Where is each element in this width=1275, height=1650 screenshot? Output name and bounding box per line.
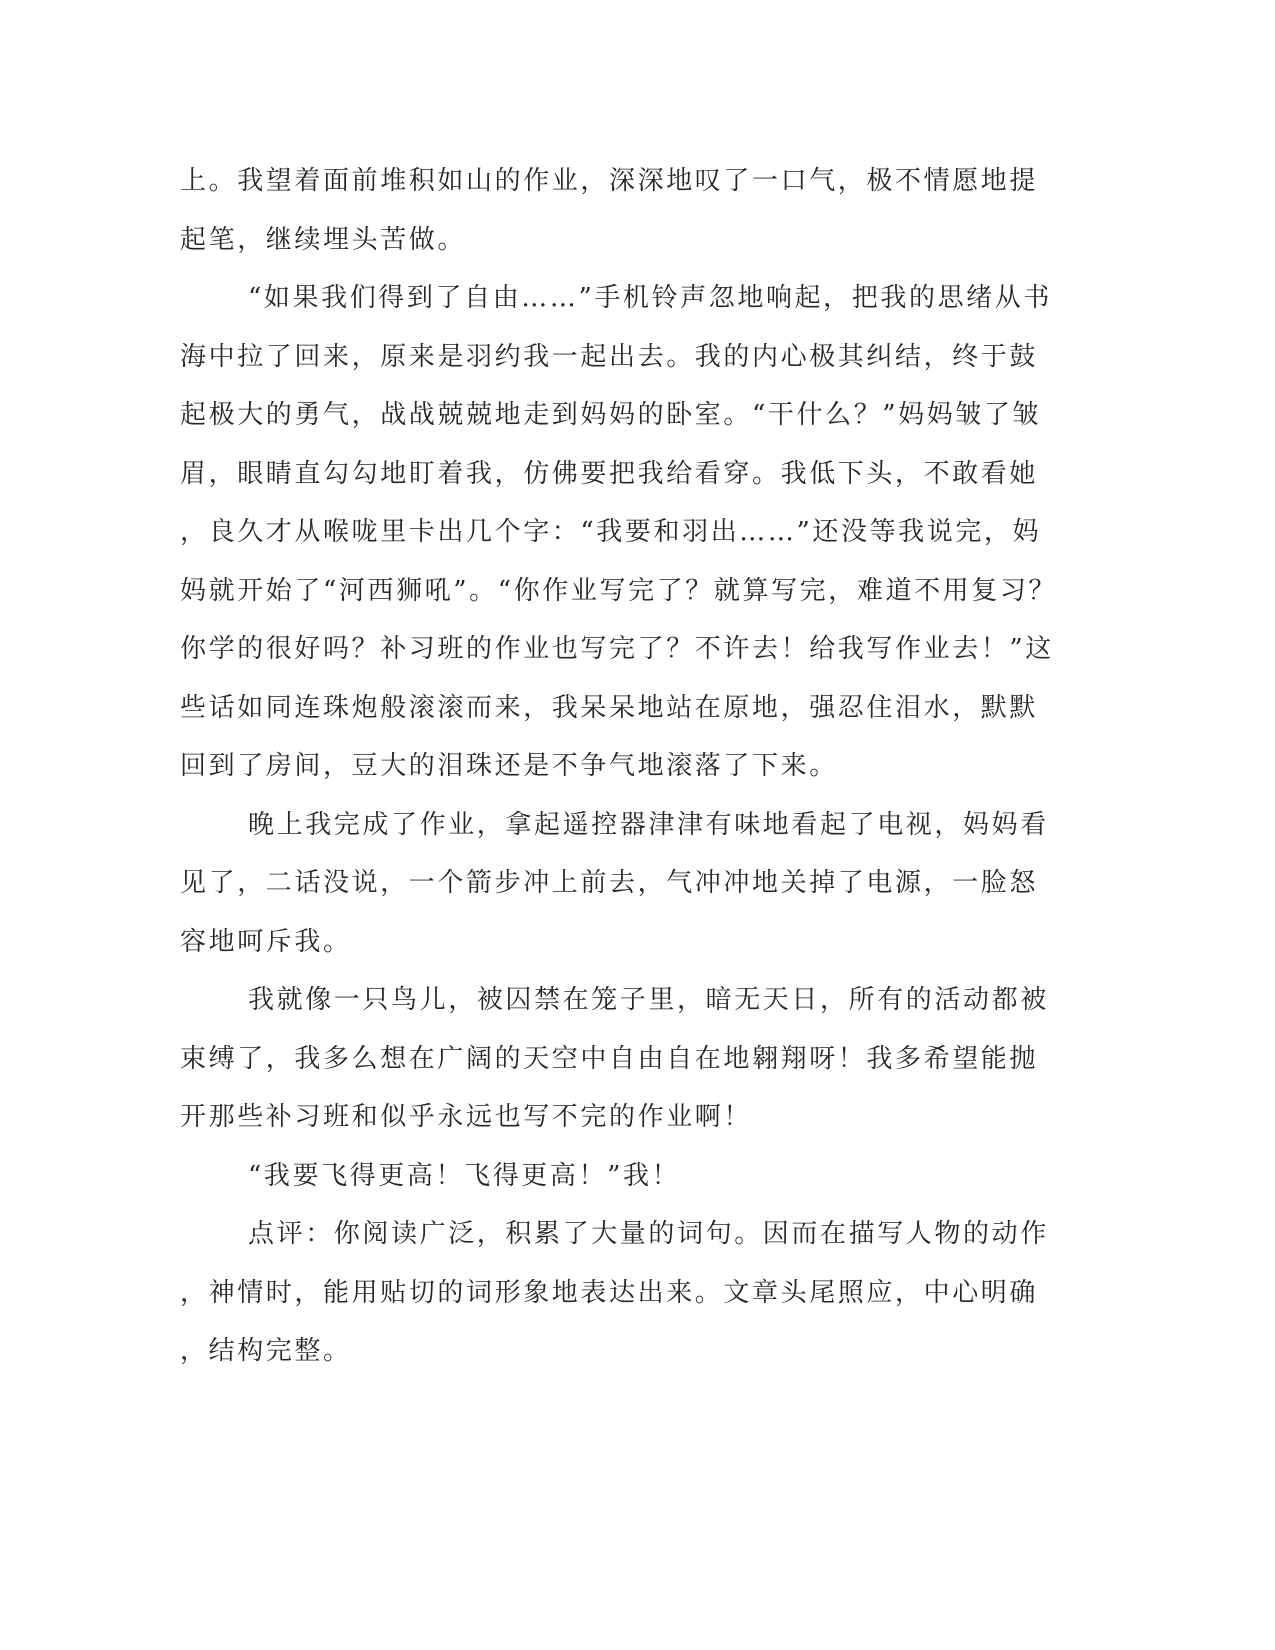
text-line: 开那些补习班和似乎永远也写不完的作业啊！ [180,1102,753,1132]
text-line: 点评：你阅读广泛，积累了大量的词句。因而在描写人物的动作 [248,1219,1049,1249]
text-line: ，良久才从喉咙里卡出几个字：“我要和羽出……”还没等我说完，妈 [180,517,1042,547]
text-line: 见了，二话没说，一个箭步冲上前去，气冲冲地关掉了电源，一脸怒 [180,868,1039,898]
text-line: 容地呵斥我。 [180,927,352,957]
text-line: 些话如同连珠炮般滚滚而来，我呆呆地站在原地，强忍住泪水，默默 [180,693,1039,723]
text-line: 回到了房间，豆大的泪珠还是不争气地滚落了下来。 [180,751,838,781]
text-line: 束缚了，我多么想在广阔的天空中自由自在地翱翔呀！我多希望能抛 [180,1044,1039,1074]
text-line: 上。我望着面前堆积如山的作业，深深地叹了一口气，极不情愿地提 [180,166,1039,196]
text-line: “如果我们得到了自由……”手机铃声忽地响起，把我的思绪从书 [248,283,1052,313]
text-line: 海中拉了回来，原来是羽约我一起出去。我的内心极其纠结，终于鼓 [180,342,1039,372]
text-line: 起极大的勇气，战战兢兢地走到妈妈的卧室。“干什么？”妈妈皱了皱 [180,400,1042,430]
text-line: ，神情时，能用贴切的词形象地表达出来。文章头尾照应，中心明确 [180,1278,1039,1308]
text-line: “我要飞得更高！飞得更高！”我！ [248,1161,681,1191]
text-line: 你学的很好吗？补习班的作业也写完了？不许去！给我写作业去！”这 [180,634,1054,664]
text-line: 妈就开始了“河西狮吼”。“你作业写完了？就算写完，难道不用复习？ [180,576,1058,606]
text-line: 眉，眼睛直勾勾地盯着我，仿佛要把我给看穿。我低下头，不敢看她 [180,459,1039,489]
text-line: 起笔，继续埋头苦做。 [180,225,467,255]
text-line: ，结构完整。 [180,1336,352,1366]
text-line: 我就像一只鸟儿，被囚禁在笼子里，暗无天日，所有的活动都被 [248,985,1049,1015]
text-line: 晚上我完成了作业，拿起遥控器津津有味地看起了电视，妈妈看 [248,810,1049,840]
